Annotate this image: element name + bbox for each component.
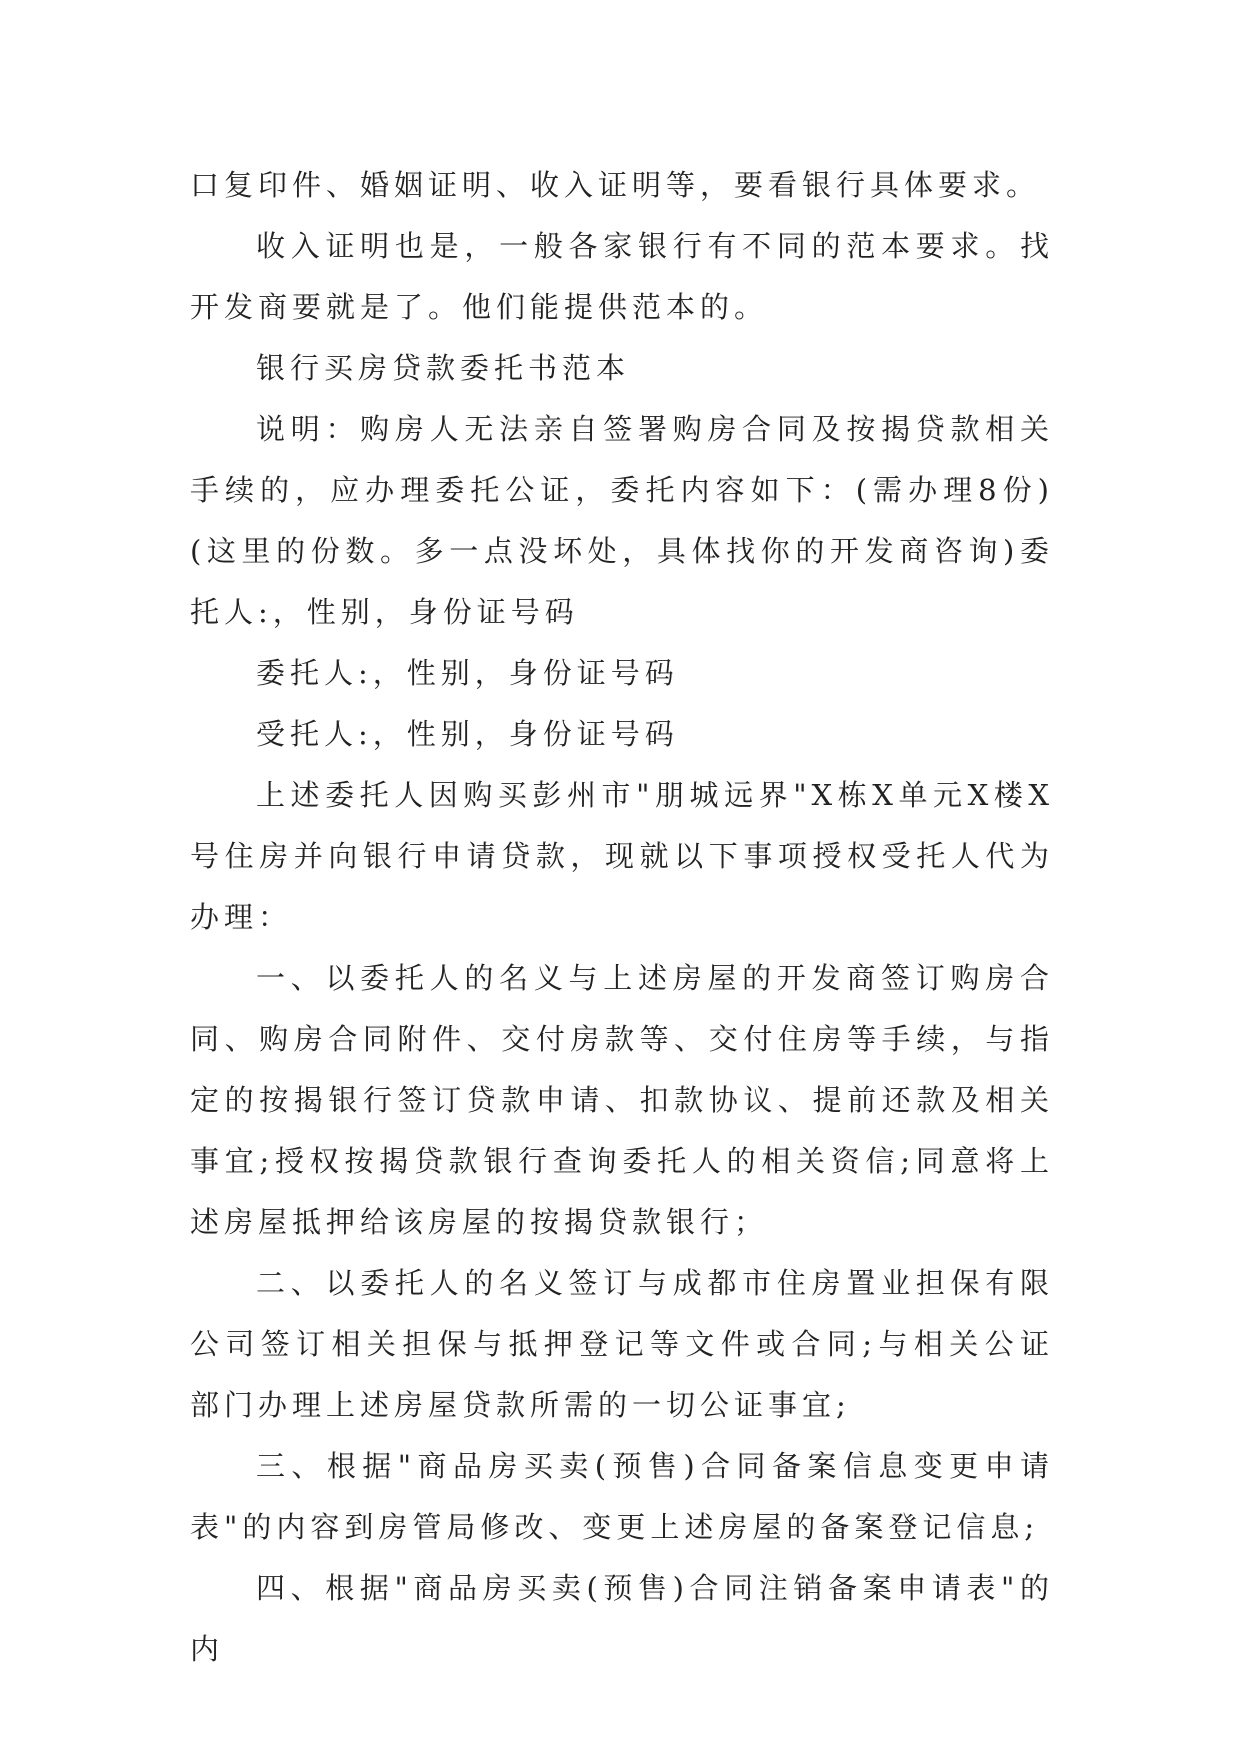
document-body <box>190 155 1054 1680</box>
paragraph-item-1: 一、以委托人的名义与上述房屋的开发商签订购房合同、购房合同附件、交付房款等、交付住房等手续，与指定的按揭银行签订贷款申请、扣款协议、提前还款及相关事宜;授权按揭贷款银行查询委托人的相关资信;同意将上述房屋抵押给该房屋的按揭贷款银行； <box>190 961 1054 1239</box>
paragraph-principal: 委托人:，性别，身份证号码 <box>256 656 679 690</box>
paragraph-explanation: 说明：购房人无法亲自签署购房合同及按揭贷款相关手续的，应办理委托公证，委托内容如下：(需办理8份)(这里的份数。多一点没坏处，具体找你的开发商咨询)委托人:，性别，身份证号码 <box>190 412 1054 629</box>
paragraph-purpose: 上述委托人因购买彭州市"朋城远界"X栋X单元X楼X号住房并向银行申请贷款，现就以下事项授权受托人代为办理： <box>190 778 1054 934</box>
paragraph-item-2: 二、以委托人的名义签订与成都市住房置业担保有限公司签订相关担保与抵押登记等文件或合同;与相关公证部门办理上述房屋贷款所需的一切公证事宜; <box>190 1266 1054 1422</box>
paragraph-1: 口复印件、婚姻证明、收入证明等，要看银行具体要求。 <box>190 168 1041 202</box>
section-title: 银行买房贷款委托书范本 <box>256 351 631 385</box>
paragraph-item-3: 三、根据"商品房买卖(预售)合同备案信息变更申请表"的内容到房管局修改、变更上述房屋的备案登记信息; <box>190 1449 1054 1544</box>
paragraph-item-4: 四、根据"商品房买卖(预售)合同注销备案申请表"的内 <box>190 1571 1054 1666</box>
paragraph-2: 收入证明也是，一般各家银行有不同的范本要求。找开发商要就是了。他们能提供范本的。 <box>190 229 1054 324</box>
paragraph-agent: 受托人:，性别，身份证号码 <box>256 717 679 751</box>
